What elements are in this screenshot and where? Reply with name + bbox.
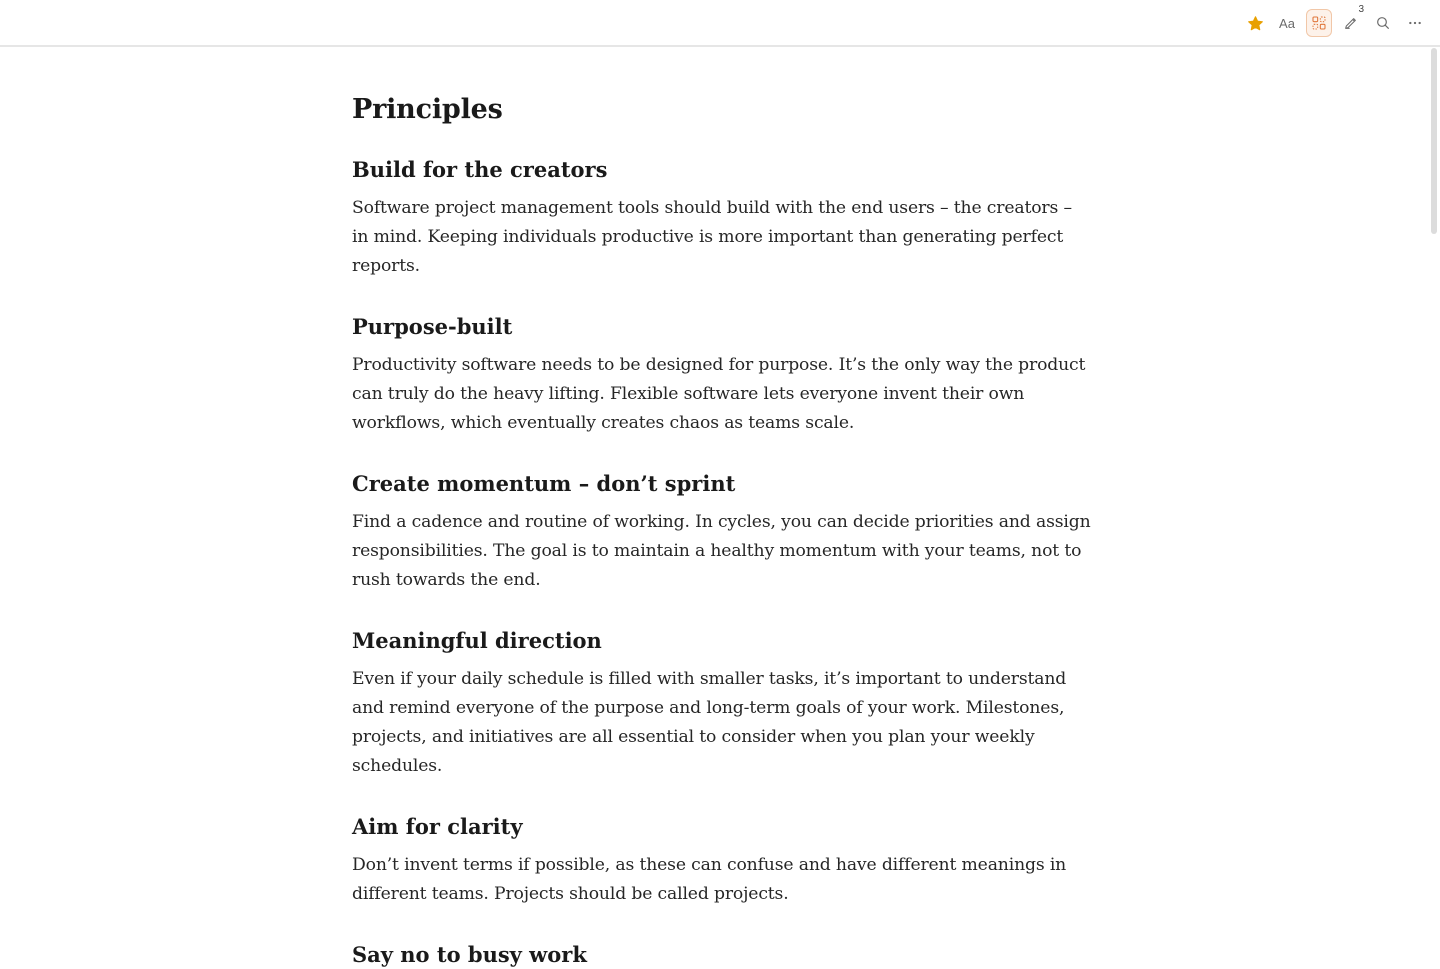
section-heading: Create momentum – don’t sprint [352, 471, 736, 496]
reader-content [352, 47, 1092, 967]
text-size-button[interactable] [1274, 9, 1300, 37]
vertical-scrollbar[interactable] [1431, 48, 1437, 234]
section-heading: Build for the creators [352, 157, 608, 182]
page-title: Principles [352, 94, 503, 125]
top-toolbar-bar [0, 0, 1440, 47]
immersive-reader-icon [1311, 15, 1327, 31]
reader-toolbar [1242, 4, 1428, 38]
search-icon [1375, 15, 1391, 31]
text-size-label: Aa [1279, 15, 1295, 31]
section-heading: Say no to busy work [352, 942, 587, 967]
section-body: Productivity software needs to be designed for purpose. It’s the only way the product can truly do the heavy lifting. Flexible software lets everyone invent their own workflows, which eventually creates chaos as teams scale. [352, 355, 1086, 433]
section-heading: Aim for clarity [352, 814, 523, 839]
search-button[interactable] [1370, 9, 1396, 37]
principle-section [352, 470, 1092, 595]
section-body: Find a cadence and routine of working. In cycles, you can decide priorities and assign responsibilities. The goal is to maintain a healthy momentum with your teams, not to rush towards the end. [352, 512, 1091, 590]
section-heading: Meaningful direction [352, 628, 602, 653]
star-icon [1247, 15, 1264, 32]
immersive-reader-button[interactable] [1306, 9, 1332, 37]
section-body: Don’t invent terms if possible, as these can confuse and have different meanings in different teams. Projects should be called projects. [352, 855, 1067, 904]
annotations-count-badge: 3 [1358, 4, 1364, 15]
principle-section [352, 627, 1092, 781]
principle-section [352, 813, 1092, 909]
more-icon [1408, 16, 1422, 30]
principle-section [352, 156, 1092, 281]
section-body: Software project management tools should build with the end users – the creators – in mind. Keeping individuals productive is more important than generating perfect reports. [352, 198, 1072, 276]
annotate-button[interactable] [1338, 4, 1364, 37]
pen-icon [1343, 15, 1359, 31]
section-heading: Purpose-built [352, 314, 513, 339]
favorite-star-button[interactable] [1242, 9, 1268, 37]
more-options-button[interactable] [1402, 9, 1428, 37]
principle-section [352, 941, 1092, 969]
section-body: Even if your daily schedule is filled with smaller tasks, it’s important to understand and remind everyone of the purpose and long-term goals of your work. Milestones, projects, and initiatives are all essential to consider when you plan your weekly schedules. [352, 669, 1067, 776]
principle-section [352, 313, 1092, 438]
